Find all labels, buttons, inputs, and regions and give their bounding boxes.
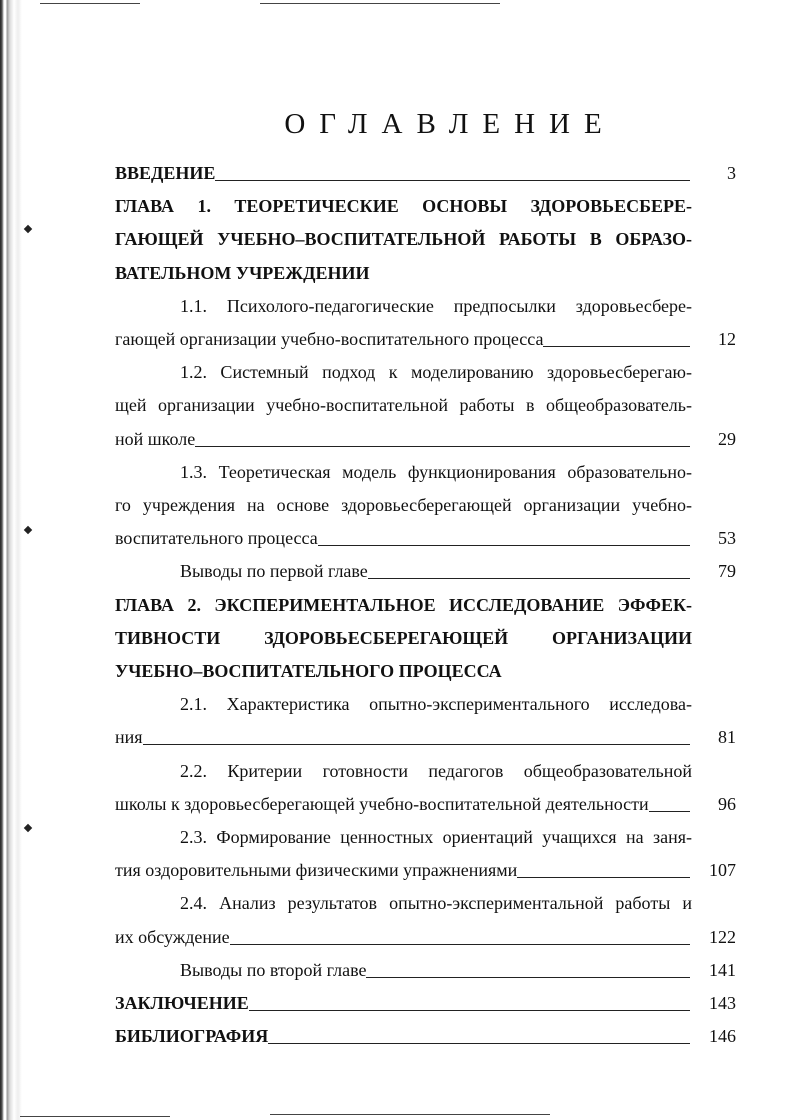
toc-line-text: 2.2. Критерии готовности педагогов общеобразовательной <box>180 761 692 781</box>
page-number: 143 <box>709 993 736 1013</box>
toc-line <box>115 926 692 948</box>
page-number: 141 <box>709 960 736 980</box>
scan-rule <box>260 3 500 4</box>
toc-line-text: ния <box>115 727 143 747</box>
toc-line <box>180 826 692 848</box>
page-number: 53 <box>718 528 736 548</box>
toc-line <box>115 394 692 416</box>
leader-line <box>215 179 690 181</box>
toc-line-text: ной школе <box>115 429 196 449</box>
toc-line-text: 2.1. Характеристика опытно-экспериментального исследова- <box>180 694 692 714</box>
page-title: ОГЛАВЛЕНИЕ <box>284 108 616 140</box>
scan-mark <box>24 824 32 832</box>
toc-line-text: ВАТЕЛЬНОМ УЧРЕЖДЕНИИ <box>115 263 370 283</box>
toc-line-text: 1.2. Системный подход к моделированию здоровьесберегаю- <box>180 362 692 382</box>
toc-line <box>180 760 692 782</box>
leader-line <box>368 577 690 579</box>
leader-line <box>649 810 690 812</box>
scan-rule <box>20 1116 170 1117</box>
toc-line-text: ГЛАВА 1. ТЕОРЕТИЧЕСКИЕ ОСНОВЫ ЗДОРОВЬЕСБЕРЕ- <box>115 196 692 216</box>
toc-line-text: Выводы по второй главе <box>180 960 367 980</box>
toc-line <box>115 859 692 881</box>
toc-line <box>115 793 692 815</box>
leader-line <box>268 1042 690 1044</box>
toc-line-text: щей организации учебно-воспитательной работы в общеобразователь- <box>115 395 692 415</box>
toc-line <box>180 461 692 483</box>
scan-mark <box>24 225 32 233</box>
toc-line <box>115 494 692 516</box>
toc-line <box>115 627 692 649</box>
leader-line <box>366 976 690 978</box>
toc-line <box>115 228 692 250</box>
toc-line-text: тия оздоровительными физическими упражнениями <box>115 860 518 880</box>
page-number: 107 <box>709 860 736 880</box>
toc-line-text: воспитательного процесса <box>115 528 318 548</box>
toc-line <box>180 892 692 914</box>
toc-line-text: ВВЕДЕНИЕ <box>115 163 216 183</box>
toc-line-text: гающей организации учебно-воспитательного процесса <box>115 329 544 349</box>
toc-line-text: их обсуждение <box>115 927 230 947</box>
toc-line <box>115 527 692 549</box>
page-number: 3 <box>727 163 736 183</box>
leader-line <box>143 743 690 745</box>
toc-line-text: 1.1. Психолого-педагогические предпосылки здоровьесбере- <box>180 296 692 316</box>
page-number: 79 <box>718 561 736 581</box>
toc-line-text: Выводы по первой главе <box>180 561 368 581</box>
page-number: 96 <box>718 794 736 814</box>
scan-rule <box>40 3 140 4</box>
toc-line-text: 1.3. Теоретическая модель функционирования образовательно- <box>180 462 692 482</box>
scan-edge <box>0 0 22 1120</box>
toc-line <box>180 693 692 715</box>
page-number: 81 <box>718 727 736 747</box>
toc-line <box>115 726 692 748</box>
toc-line <box>180 560 692 582</box>
toc-line <box>115 660 692 682</box>
toc-line <box>115 1025 692 1047</box>
toc-line-text: го учреждения на основе здоровьесберегающей организации учебно- <box>115 495 692 515</box>
page-number: 122 <box>709 927 736 947</box>
toc-line <box>115 594 692 616</box>
toc-line-text: ЗАКЛЮЧЕНИЕ <box>115 993 249 1013</box>
scan-rule <box>270 1114 550 1115</box>
toc-line-text: школы к здоровьесберегающей учебно-воспитательной деятельности <box>115 794 649 814</box>
toc-line <box>115 428 692 450</box>
toc-line-text: УЧЕБНО–ВОСПИТАТЕЛЬНОГО ПРОЦЕССА <box>115 661 502 681</box>
toc-line <box>180 959 692 981</box>
toc-line <box>115 162 692 184</box>
toc-line <box>115 195 692 217</box>
toc-line <box>180 361 692 383</box>
scan-mark <box>24 526 32 534</box>
leader-line <box>249 1009 690 1011</box>
leader-line <box>230 943 690 945</box>
toc-line-text: ТИВНОСТИ ЗДОРОВЬЕСБЕРЕГАЮЩЕЙ ОРГАНИЗАЦИИ <box>115 628 692 648</box>
page-number: 12 <box>718 329 736 349</box>
page-number: 29 <box>718 429 736 449</box>
toc-line <box>115 328 692 350</box>
toc-line-text: ГАЮЩЕЙ УЧЕБНО–ВОСПИТАТЕЛЬНОЙ РАБОТЫ В ОБРАЗО- <box>115 229 692 249</box>
toc-line-text: БИБЛИОГРАФИЯ <box>115 1026 269 1046</box>
leader-line <box>195 445 690 447</box>
toc-line <box>180 295 692 317</box>
leader-line <box>517 876 690 878</box>
toc-line-text: 2.4. Анализ результатов опытно-экспериментальной работы и <box>180 893 692 913</box>
leader-line <box>318 544 690 546</box>
leader-line <box>543 345 690 347</box>
page-number: 146 <box>709 1026 736 1046</box>
toc-line <box>115 262 692 284</box>
toc-line <box>115 992 692 1014</box>
toc-line-text: ГЛАВА 2. ЭКСПЕРИМЕНТАЛЬНОЕ ИССЛЕДОВАНИЕ ЭФФЕК- <box>115 595 692 615</box>
toc-line-text: 2.3. Формирование ценностных ориентаций учащихся на заня- <box>180 827 692 847</box>
